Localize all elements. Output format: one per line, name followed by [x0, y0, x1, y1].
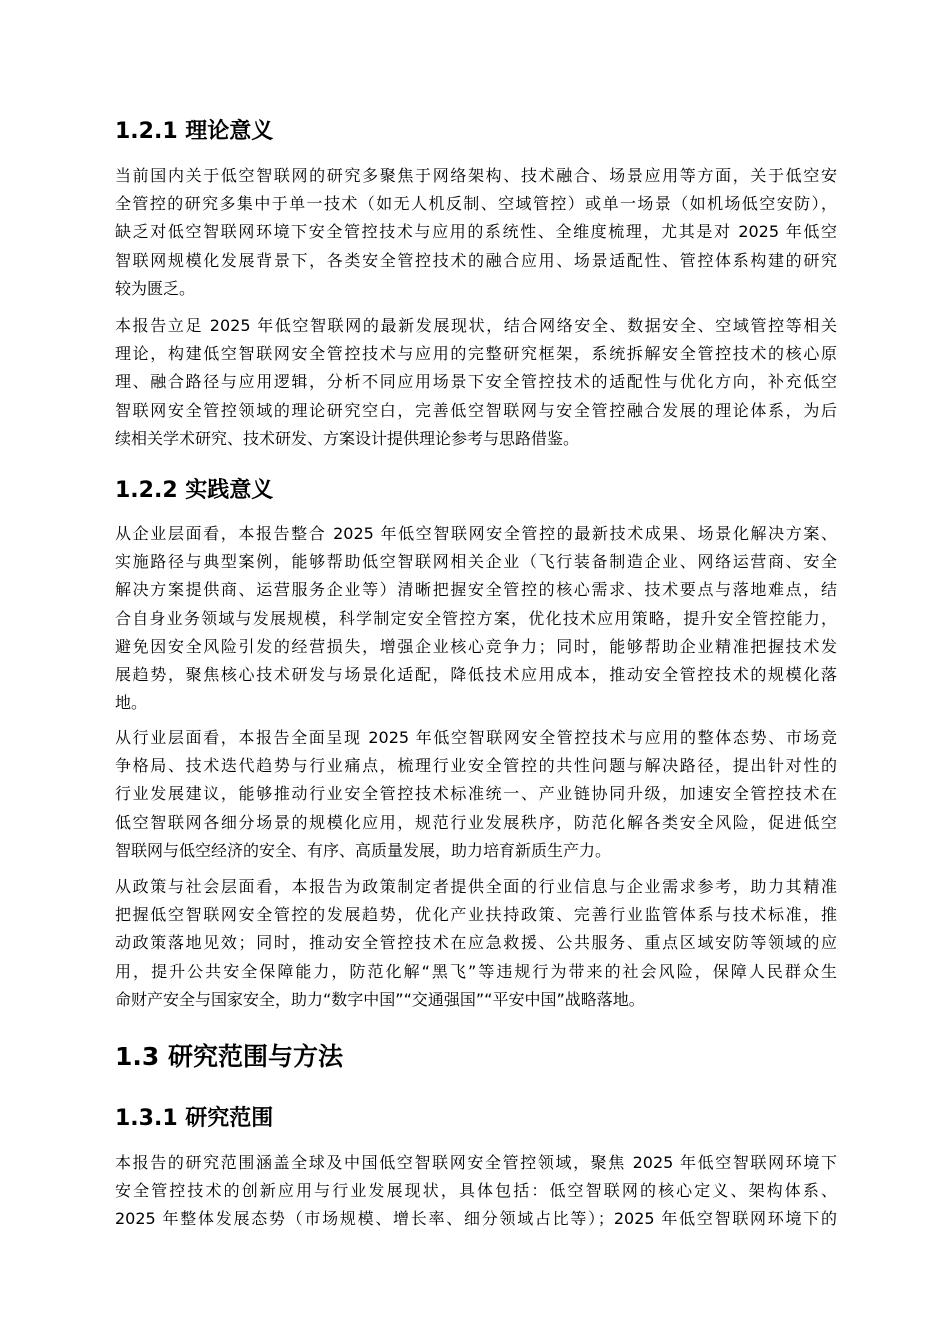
paragraph-practical-enterprise — [115, 520, 837, 717]
text-line: 地。 — [115, 693, 148, 713]
text-line: 行业发展建议，能够推动行业安全管控技术标准统一、产业链协同升级，加速安全管控技术在 — [115, 784, 837, 804]
text-line: 展趋势，聚焦核心技术研发与场景化适配，降低技术应用成本，推动安全管控技术的规模化落 — [115, 664, 837, 684]
section-heading-theoretical-significance: 1.2.1 理论意义 — [115, 119, 274, 144]
text-line: 较为匮乏。 — [115, 278, 196, 298]
text-line: 用，提升公共安全保障能力，防范化解“黑飞”等违规行为带来的社会风险，保障人民群众生 — [115, 961, 837, 981]
text-line: 智联网安全管控领域的理论研究空白，完善低空智联网与安全管控融合发展的理论体系，为后 — [115, 400, 837, 420]
text-line: 实施路径与典型案例，能够帮助低空智联网相关企业（飞行装备制造企业、网络运营商、安全 — [115, 552, 837, 572]
paragraph-practical-industry — [115, 724, 837, 865]
text-line: 从企业层面看，本报告整合 2025 年低空智联网安全管控的最新技术成果、场景化解决方案、 — [115, 524, 837, 543]
text-line: 解决方案提供商、运营服务企业等）清晰把握安全管控的核心需求、技术要点与落地难点，结 — [115, 580, 837, 600]
text-line: 智联网与低空经济的安全、有序、高质量发展，助力培育新质生产力。 — [115, 840, 612, 860]
text-line: 合自身业务领域与发展规模，科学制定安全管控方案，优化技术应用策略，提升安全管控能力， — [115, 608, 837, 628]
section-heading-research-scope: 1.3.1 研究范围 — [115, 1106, 274, 1131]
text-line: 理论，构建低空智联网安全管控技术与应用的完整研究框架，系统拆解安全管控技术的核心原 — [115, 344, 837, 364]
section-heading-scope-and-methods: 1.3 研究范围与方法 — [115, 1042, 343, 1071]
text-line: 本报告的研究范围涵盖全球及中国低空智联网安全管控领域，聚焦 2025 年低空智联网环境下 — [115, 1153, 837, 1172]
paragraph-research-scope — [115, 1149, 837, 1234]
text-line: 低空智联网各细分场景的规模化应用，规范行业发展秩序，防范化解各类安全风险，促进低空 — [115, 812, 837, 832]
text-line: 安全管控技术的创新应用与行业发展现状，具体包括：低空智联网的核心定义、架构体系、 — [115, 1181, 837, 1201]
text-line: 把握低空智联网安全管控的发展趋势，优化产业扶持政策、完善行业监管体系与技术标准，推 — [115, 905, 837, 925]
paragraph-theoretical-2 — [115, 312, 837, 453]
text-line: 全管控的研究多集中于单一技术（如无人机反制、空域管控）或单一场景（如机场低空安防）， — [115, 194, 837, 214]
section-heading-practical-significance: 1.2.2 实践意义 — [115, 478, 274, 503]
text-line: 2025 年整体发展态势（市场规模、增长率、细分领域占比等）；2025 年低空智联网环境下的 — [115, 1209, 837, 1229]
text-line: 本报告立足 2025 年低空智联网的最新发展现状，结合网络安全、数据安全、空域管控等相关 — [115, 316, 837, 335]
text-line: 智联网规模化发展背景下，各类安全管控技术的融合应用、场景适配性、管控体系构建的研究 — [115, 250, 837, 270]
text-line: 理、融合路径与应用逻辑，分析不同应用场景下安全管控技术的适配性与优化方向，补充低空 — [115, 372, 837, 392]
paragraph-practical-policy — [115, 873, 837, 1014]
text-line: 动政策落地见效；同时，推动安全管控技术在应急救援、公共服务、重点区域安防等领域的应 — [115, 933, 837, 953]
paragraph-theoretical-1 — [115, 162, 837, 303]
text-line: 续相关学术研究、技术研发、方案设计提供理论参考与思路借鉴。 — [115, 428, 580, 448]
text-line: 争格局、技术迭代趋势与行业痛点，梳理行业安全管控的共性问题与解决路径，提出针对性的 — [115, 756, 837, 776]
text-line: 命财产安全与国家安全，助力“数字中国”“交通强国”“平安中国”战略落地。 — [115, 989, 645, 1009]
text-line: 当前国内关于低空智联网的研究多聚焦于网络架构、技术融合、场景应用等方面，关于低空安 — [115, 166, 837, 185]
text-line: 避免因安全风险引发的经营损失，增强企业核心竞争力；同时，能够帮助企业精准把握技术发 — [115, 636, 837, 656]
text-line: 从行业层面看，本报告全面呈现 2025 年低空智联网安全管控技术与应用的整体态势、市场竞 — [115, 728, 837, 747]
text-line: 从政策与社会层面看，本报告为政策制定者提供全面的行业信息与企业需求参考，助力其精准 — [115, 877, 837, 896]
text-line: 缺乏对低空智联网环境下安全管控技术与应用的系统性、全维度梳理，尤其是对 2025 年低空 — [115, 222, 837, 242]
